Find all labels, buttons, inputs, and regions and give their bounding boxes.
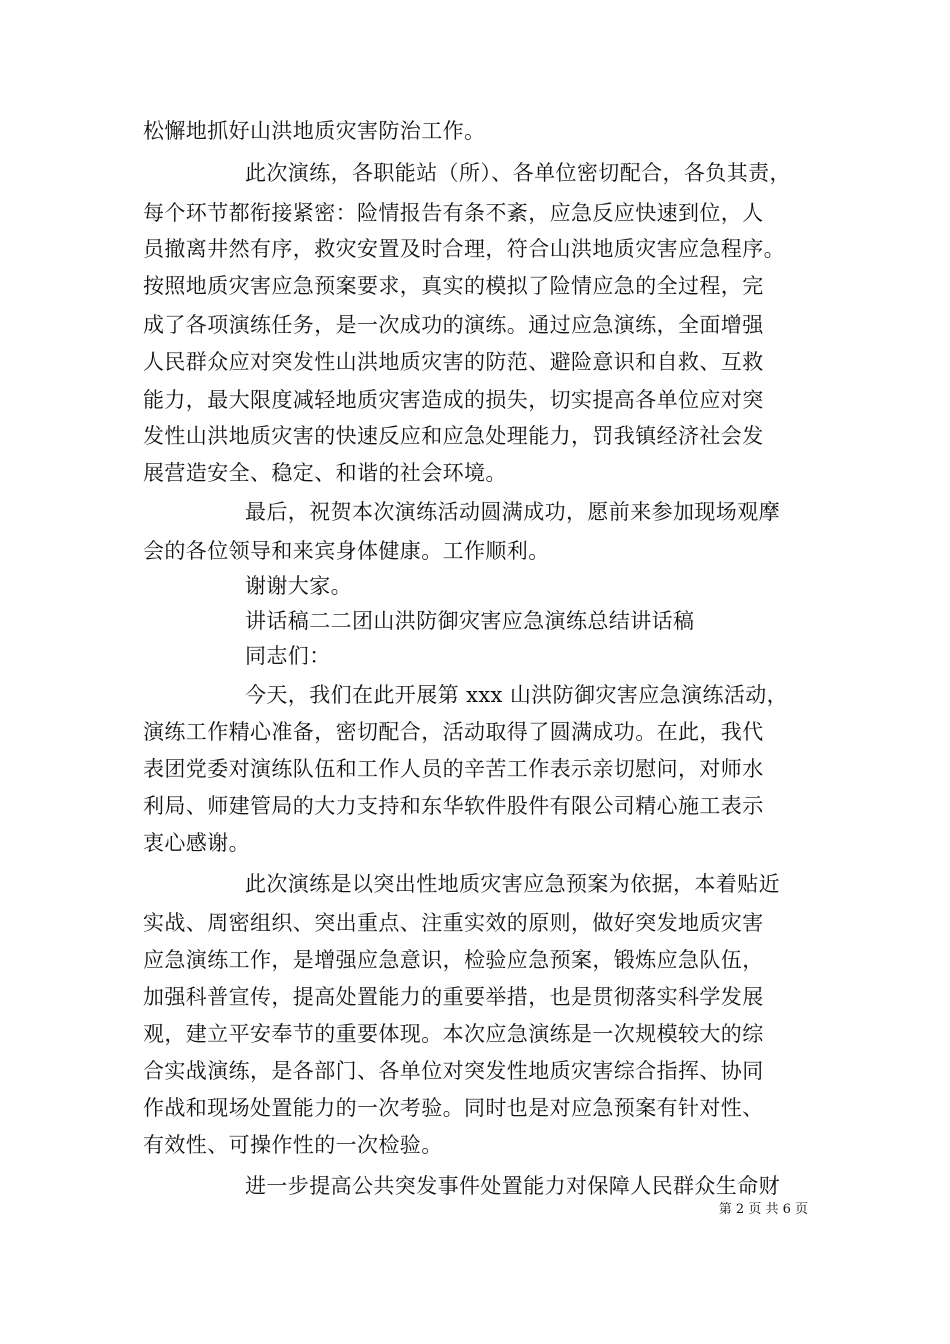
text-line-16: 今天，我们在此开展第 xxx 山洪防御灾害应急演练活动， xyxy=(245,683,789,707)
text-line-2: 此次演练，各职能站（所）、各单位密切配合，各负其责， xyxy=(245,161,791,185)
text-line-11: 最后，祝贺本次演练活动圆满成功，愿前来参加现场观摩 xyxy=(245,500,780,524)
text-line-21: 此次演练是以突出性地质灾害应急预案为依据，本着贴近 xyxy=(245,872,780,896)
text-line-5: 按照地质灾害应急预案要求，真实的模拟了险情应急的全过程，完 xyxy=(143,274,764,298)
text-line-7: 人民群众应对突发性山洪地质灾害的防范、避险意识和自救、互救 xyxy=(143,350,764,374)
text-line-12: 会的各位领导和来宾身体健康。工作顺利。 xyxy=(143,539,550,563)
text-line-22: 实战、周密组织、突出重点、注重实效的原则，做好突发地质灾害 xyxy=(143,911,764,935)
text-line-29: 进一步提高公共突发事件处置能力对保障人民群众生命财 xyxy=(245,1174,780,1198)
text-line-6: 成了各项演练任务，是一次成功的演练。通过应急演练，全面增强 xyxy=(143,313,764,337)
text-line-23: 应急演练工作，是增强应急意识，检验应急预案，锻炼应急队伍， xyxy=(143,948,764,972)
text-line-18: 表团党委对演练队伍和工作人员的辛苦工作表示亲切慰问，对师水 xyxy=(143,757,764,781)
text-line-28: 有效性、可操作性的一次检验。 xyxy=(143,1133,443,1157)
text-line-9: 发性山洪地质灾害的快速反应和应急处理能力，罚我镇经济社会发 xyxy=(143,424,764,448)
text-line-27: 作战和现场处置能力的一次考验。同时也是对应急预案有针对性、 xyxy=(143,1096,764,1120)
text-line-17: 演练工作精心准备，密切配合，活动取得了圆满成功。在此，我代 xyxy=(143,720,764,744)
page-footer: 第 2 页 共 6 页 xyxy=(718,1202,808,1217)
text-line-25: 观，建立平安奉节的重要体现。本次应急演练是一次规模较大的综 xyxy=(143,1022,764,1046)
text-line-4: 员撤离井然有序，救灾安置及时合理，符合山洪地质灾害应急程序。 xyxy=(143,237,785,261)
text-line-3: 每个环节都衔接紧密：险情报告有条不紊，应急反应快速到位，人 xyxy=(143,201,764,225)
text-line-13: 谢谢大家。 xyxy=(245,574,352,598)
text-line-1: 松懈地抓好山洪地质灾害防治工作。 xyxy=(143,119,486,143)
text-line-14: 讲话稿二二团山洪防御灾害应急演练总结讲话稿 xyxy=(245,609,695,633)
text-line-20: 衷心感谢。 xyxy=(143,831,250,855)
text-line-15: 同志们： xyxy=(245,644,331,668)
text-line-24: 加强科普宣传，提高处置能力的重要举措，也是贯彻落实科学发展 xyxy=(143,985,764,1009)
text-line-26: 合实战演练，是各部门、各单位对突发性地质灾害综合指挥、协同 xyxy=(143,1059,764,1083)
text-line-8: 能力，最大限度减轻地质灾害造成的损失，切实提高各单位应对突 xyxy=(143,388,764,412)
text-line-19: 利局、师建管局的大力支持和东华软件股件有限公司精心施工表示 xyxy=(143,794,764,818)
text-line-10: 展营造安全、稳定、和谐的社会环境。 xyxy=(143,461,507,485)
